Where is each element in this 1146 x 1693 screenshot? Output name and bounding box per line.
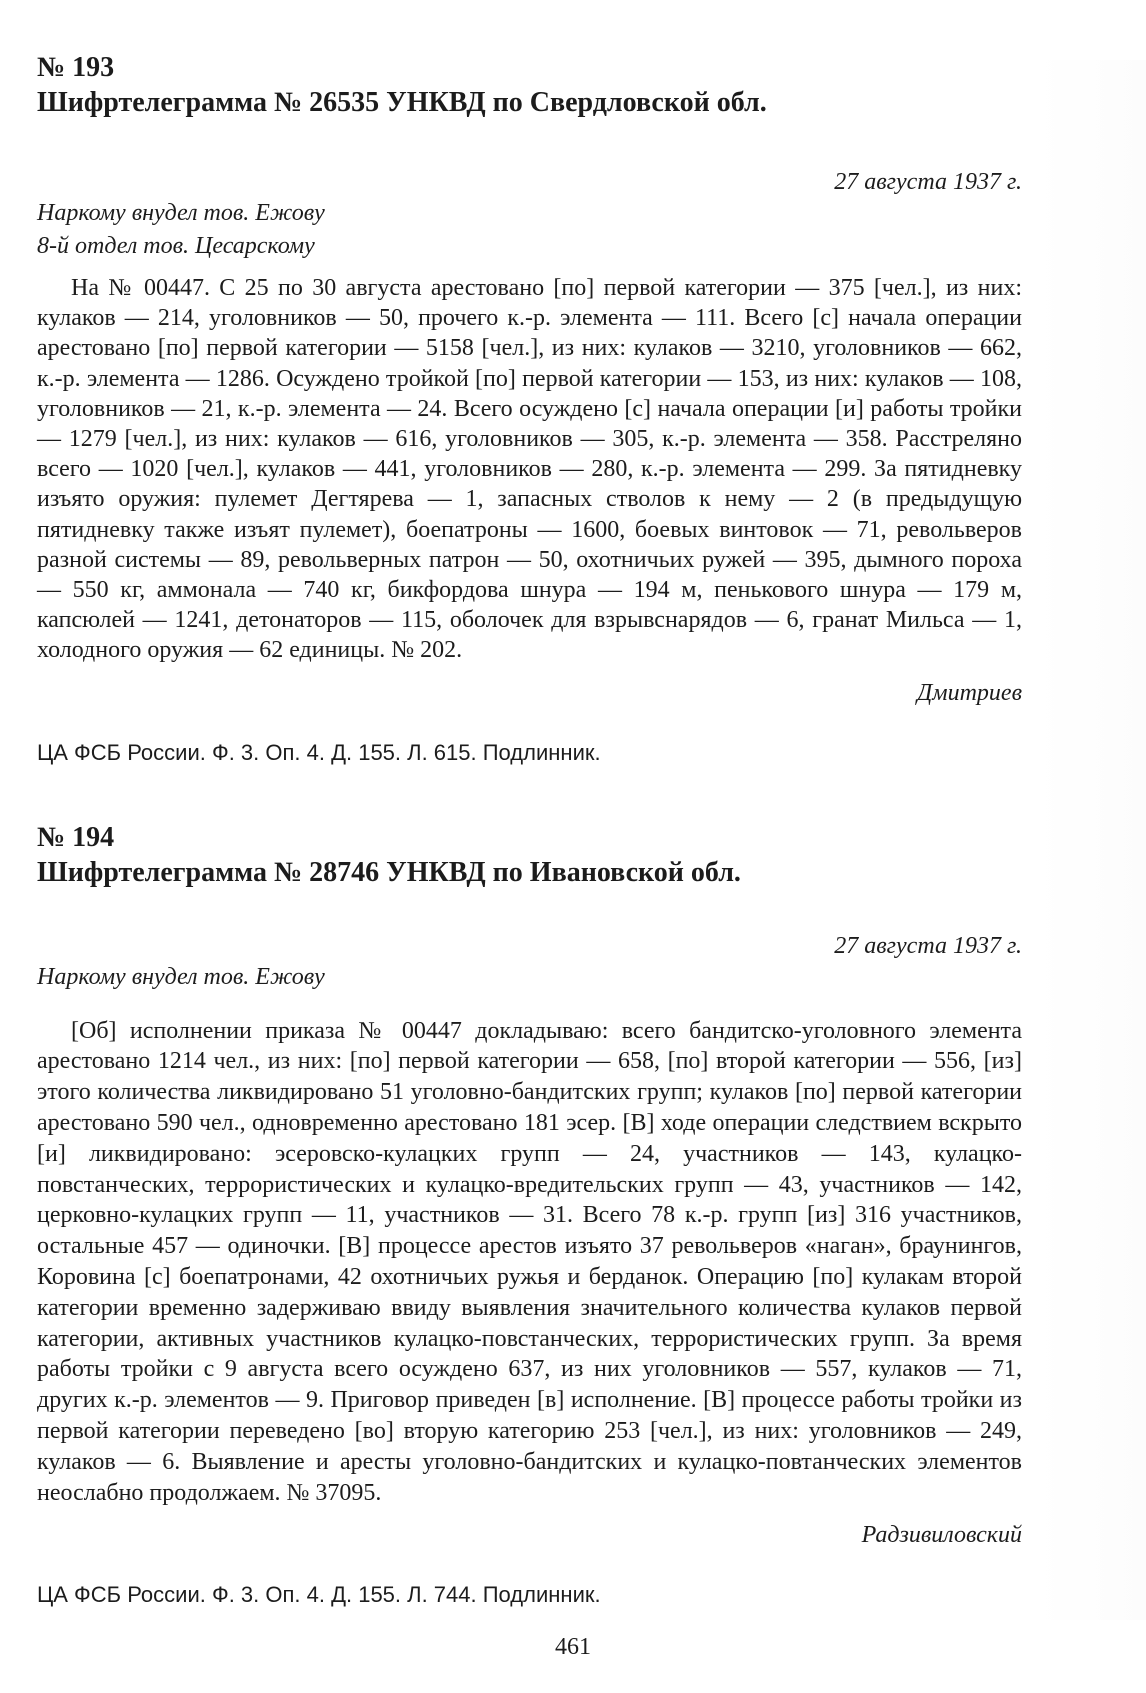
addressee-line: 8-й отдел тов. Цесарскому (37, 233, 315, 259)
archive-source: ЦА ФСБ России. Ф. 3. Оп. 4. Д. 155. Л. 744. Подлинник. (37, 1582, 601, 1608)
addressee-line: Наркому внудел тов. Ежову (37, 200, 325, 226)
signature: Дмитриев (917, 679, 1022, 706)
document-title: Шифртелеграмма № 26535 УНКВД по Свердловской обл. (37, 87, 767, 118)
page-content (37, 50, 1022, 1610)
document-body: На № 00447. С 25 по 30 августа арестовано [по] первой категории — 375 [чел.], из них: кулаков — 214, уголовников — 50, прочего к.-р. элемента — 111. Всего [с] начала операции арестовано [по] первой категории — 5158 [чел.], из них: кулаков — 3210, уголовников — 662, к.-р. элемента — 1286. Осуждено тройкой [по] первой категории — 153, из них: кулаков — 108, уголовников — 21, к.-р. элемента — 24. Всего осуждено [с] начала операции [и] работы тройки — 1279 [чел.], из них: кулаков — 616, уголовников — 305, к.-р. элемента — 358. Расстреляно всего — 1020 [чел.], кулаков — 441, уголовников — 280, к.-р. элемента — 299. За пятидневку изъято оружия: пулемет Дегтярева — 1, запасных стволов к нему — 2 (в предыдущую пятидневку также изъят пулемет), боепатроны — 1600, боевых винтовок — 71, револьверов разной системы — 89, револьверных патрон — 50, охотничьих ружей — 395, дымного пороха — 550 кг, аммонала — 740 кг, бикфордова шнура — 194 м, пенькового шнура — 179 м, капсюлей — 1241, детонаторов — 115, оболочек для взрывснарядов — 6, гранат Мильса — 1, холодного оружия — 62 единицы. № 202. (37, 275, 1022, 664)
document-number: № 193 (37, 52, 115, 83)
archive-source: ЦА ФСБ России. Ф. 3. Оп. 4. Д. 155. Л. 615. Подлинник. (37, 739, 601, 765)
bleed-through-shadow (1036, 60, 1146, 1620)
document-date: 27 августа 1937 г. (834, 932, 1022, 959)
page-number: 461 (555, 1634, 591, 1660)
document-193 (37, 50, 1022, 768)
addressee-line: Наркому внудел тов. Ежову (37, 963, 325, 990)
signature: Радзивиловский (861, 1522, 1022, 1549)
document-194 (37, 820, 1022, 1611)
document-body: [Об] исполнении приказа № 00447 докладываю: всего бандитско-уголовного элемента арестовано 1214 чел., из них: [по] первой категории — 658, [по] второй категории — 556, [из] этого количества ликвидировано 51 уголовно-бандитских групп; кулаков [по] первой категории арестовано 590 чел., одновременно арестовано 181 эсер. [В] ходе операции следствием вскрыто [и] ликвидировано: эсеровско-кулацких групп — 24, участников — 143, кулацко-повстанческих, террористических и кулацко-вредительских групп — 43, участников — 142, церковно-кулацких групп — 11, участников — 31. Всего 78 к.-р. групп [из] 316 участников, остальные 457 — одиночки. [В] процессе арестов изъято 37 револьверов «наган», браунингов, Коровина [с] боепатронами, 42 охотничьих ружья и берданок. Операцию [по] кулакам второй категории временно задерживаю ввиду выявления значительного количества кулаков первой категории, активных участников кулацко-повстанческих, террористических групп. За время работы тройки с 9 августа всего осуждено 637, из них уголовников — 557, кулаков — 71, других к.-р. элементов — 9. Приговор приведен [в] исполнение. [В] процессе работы тройки из первой категории переведено [во] вторую категорию 253 [чел.], из них: уголовников — 249, кулаков — 6. Выявление и аресты уголовно-бандитских и кулацко-повтанческих элементов неослабно продолжаем. № 37095. (37, 1017, 1022, 1506)
document-date: 27 августа 1937 г. (834, 169, 1022, 195)
document-number: № 194 (37, 821, 115, 853)
document-title: Шифртелеграмма № 28746 УНКВД по Ивановской обл. (37, 856, 741, 888)
